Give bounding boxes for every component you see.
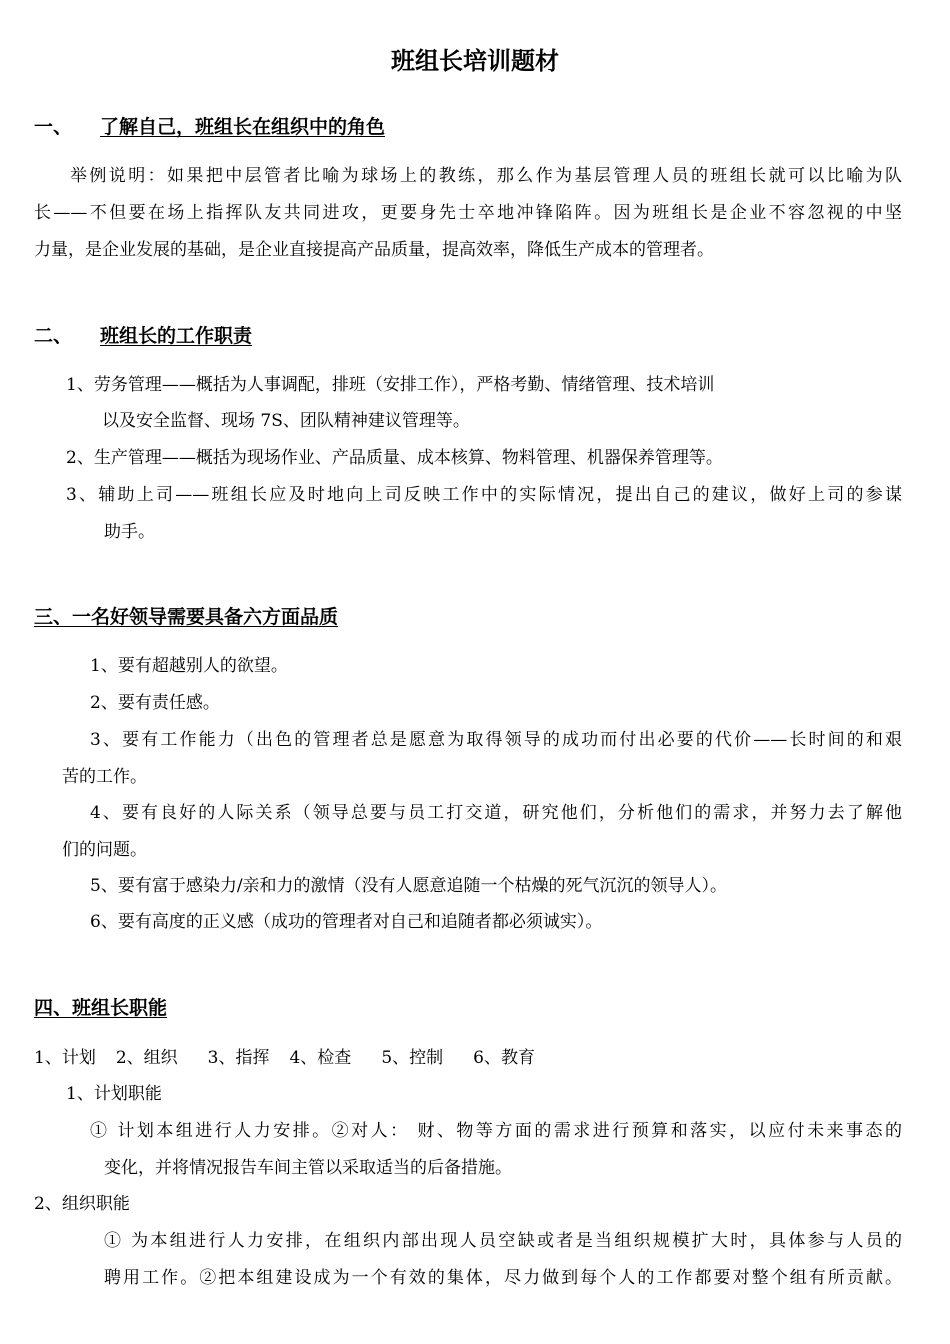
section-1-line-2: 长——不但要在场上指挥队友共同进攻，更要身先士卒地冲锋陷阵。因为班组长是企业不容忽视的中坚 (34, 203, 902, 223)
sub-1-line-1: ① 计划本组进行人力安排。②对人： 财、物等方面的需求进行预算和落实，以应付未来事态的 (90, 1121, 902, 1141)
section-1-line-1: 举例说明：如果把中层管者比喻为球场上的教练，那么作为基层管理人员的班组长就可以比喻为队 (70, 166, 902, 186)
section-2-item-1-cont: 以及安全监督、现场 7S、团队精神建议管理等。 (102, 411, 470, 431)
section-2-item-1: 1、劳务管理——概括为人事调配，排班（安排工作），严格考勤、情绪管理、技术培训 (66, 375, 715, 395)
document-title: 班组长培训题材 (391, 47, 559, 75)
section-2-item-2: 2、生产管理——概括为现场作业、产品质量、成本核算、物料管理、机器保养管理等。 (66, 448, 723, 468)
section-3-item-2: 2、要有责任感。 (90, 693, 220, 713)
section-3-heading: 三、一名好领导需要具备六方面品质 (34, 606, 339, 628)
sub-2-title: 2、组织职能 (34, 1194, 130, 1214)
section-3-item-4: 4、要有良好的人际关系（领导总要与员工打交道，研究他们，分析他们的需求，并努力去了解他 (90, 803, 902, 823)
sub-2-line-1: ① 为本组进行人力安排，在组织内部出现人员空缺或者是当组织规模扩大时，具体参与人员的 (104, 1231, 902, 1251)
section-2-heading (34, 323, 252, 349)
section-1-heading (34, 114, 385, 140)
function-direct: 3、指挥 (207, 1048, 270, 1068)
sub-1-title: 1、计划职能 (66, 1084, 162, 1104)
section-2-title: 班组长的工作职责 (100, 325, 253, 347)
section-1-line-3: 力量，是企业发展的基础，是企业直接提高产品质量，提高效率，降低生产成本的管理者。 (34, 240, 714, 260)
function-educate: 6、教育 (473, 1048, 535, 1068)
function-plan: 1、计划 (34, 1048, 96, 1068)
section-2-item-3: 3、辅助上司——班组长应及时地向上司反映工作中的实际情况，提出自己的建议，做好上司的参谋 (66, 485, 902, 505)
function-inspect: 4、检查 (289, 1048, 352, 1068)
section-3-item-1: 1、要有超越别人的欲望。 (90, 656, 288, 676)
section-3-item-5: 5、要有富于感染力/亲和力的激情（没有人愿意追随一个枯燥的死气沉沉的领导人）。 (90, 876, 728, 896)
sub-2-line-2: 聘用工作。②把本组建设成为一个有效的集体，尽力做到每个人的工作都要对整个组有所贡献。 (104, 1268, 902, 1288)
section-1-title: 了解自己，班组长在组织中的角色 (100, 116, 386, 138)
sub-1-line-2: 变化，并将情况报告车间主管以采取适当的后备措施。 (104, 1158, 512, 1178)
function-control: 5、控制 (381, 1048, 444, 1068)
section-2-number: 二、 (34, 325, 73, 347)
section-3-item-3-cont: 苦的工作。 (62, 767, 147, 787)
function-organize: 2、组织 (115, 1048, 178, 1068)
functions-list (34, 1046, 535, 1070)
section-2-item-3-cont: 助手。 (104, 522, 155, 542)
section-3-item-3: 3、要有工作能力（出色的管理者总是愿意为取得领导的成功而付出必要的代价——长时间的和艰 (90, 730, 902, 750)
section-4-heading: 四、班组长职能 (34, 997, 168, 1019)
section-1-number: 一、 (34, 116, 73, 138)
section-3-item-6: 6、要有高度的正义感（成功的管理者对自己和追随者都必须诚实）。 (90, 912, 603, 932)
section-3-item-4-cont: 们的问题。 (62, 840, 147, 860)
